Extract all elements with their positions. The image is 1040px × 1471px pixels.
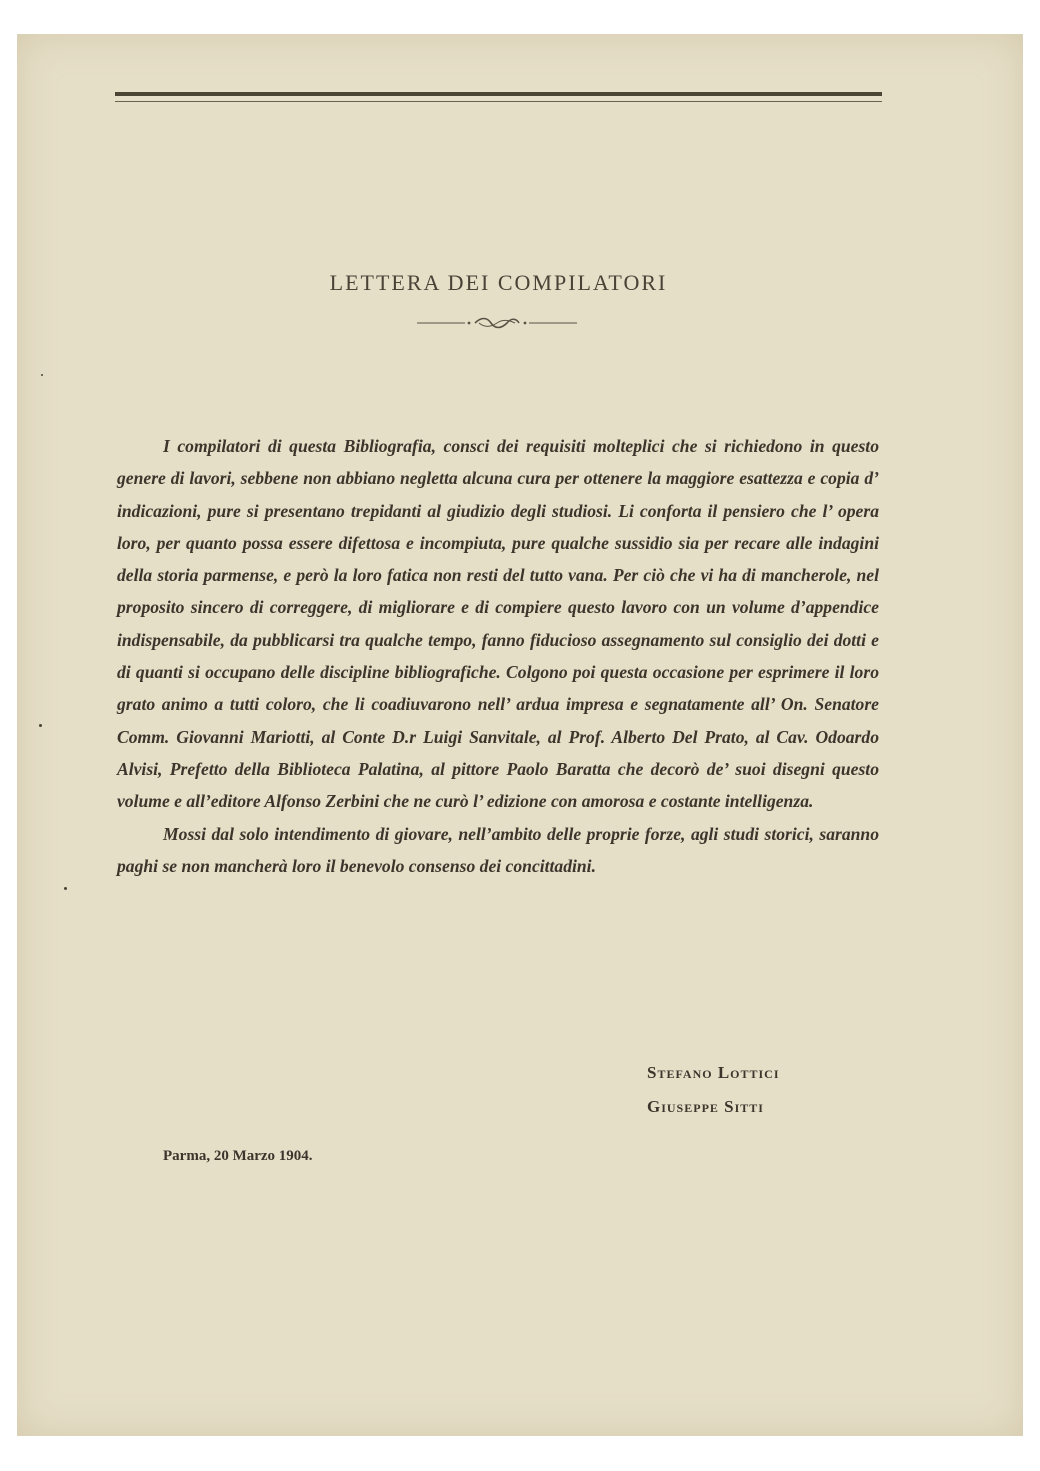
paper-speck [64, 887, 67, 890]
top-rule-thick [115, 92, 882, 96]
signatures-block [647, 1056, 887, 1124]
date-line: Parma, 20 Marzo 1904. [163, 1148, 313, 1164]
page-title: LETTERA DEI COMPILATORI [329, 270, 668, 295]
paper-speck [39, 724, 42, 727]
document-page [17, 34, 1023, 1436]
paragraph-2: Mossi dal solo intendimento di giovare, nell’ambito delle proprie forze, agli studi storici, saranno paghi se non mancherà loro il benevolo consenso dei concittadini. [117, 823, 879, 876]
signature-1: Stefano Lottici [647, 1063, 780, 1082]
signature-2: Giuseppe Sitti [647, 1097, 764, 1116]
paragraph-1: I compilatori di questa Bibliografia, consci dei requisiti molteplici che si richiedono in questo genere di lavori, sebbene non abbiano negletta alcuna cura per ottenere la maggiore esattezza e copia d’ indicazioni, pure si presentano trepidanti al giudizio degli studiosi. Li conforta il pensiero che l’ opera loro, per quanto possa essere difettosa e incompiuta, pure qualche sussidio sia per recare alle indagini della storia parmense, e però la loro fatica non resti del tutto vana. Per ciò che vi ha di mancherole, nel proposito sincero di correggere, di migliorare e di compiere questo lavoro con un volume d’appendice indispensabile, da pubblicarsi tra qualche tempo, fanno fiducioso assegnamento sul consiglio dei dotti e di quanti si occupano delle discipline bibliografiche. Colgono poi questa occasione per esprimere il loro grato animo a tutti coloro, che li coadiuvarono nell’ ardua impresa e segnatamente all’ On. Senatore Comm. Giovanni Mariotti, al Conte D.r Luigi Sanvitale, al Prof. Alberto Del Prato, al Cav. Odoardo Alvisi, Prefetto della Biblioteca Palatina, al pittore Paolo Baratta che decorò de’ suoi disegni questo volume e all’editore Alfonso Zerbini che ne curò l’ edizione con amorosa e costante intelligenza. [117, 436, 879, 812]
ornament-divider-icon [417, 314, 577, 332]
top-rule-thin [115, 101, 882, 102]
letter-body [117, 430, 879, 882]
paper-speck [41, 374, 43, 376]
